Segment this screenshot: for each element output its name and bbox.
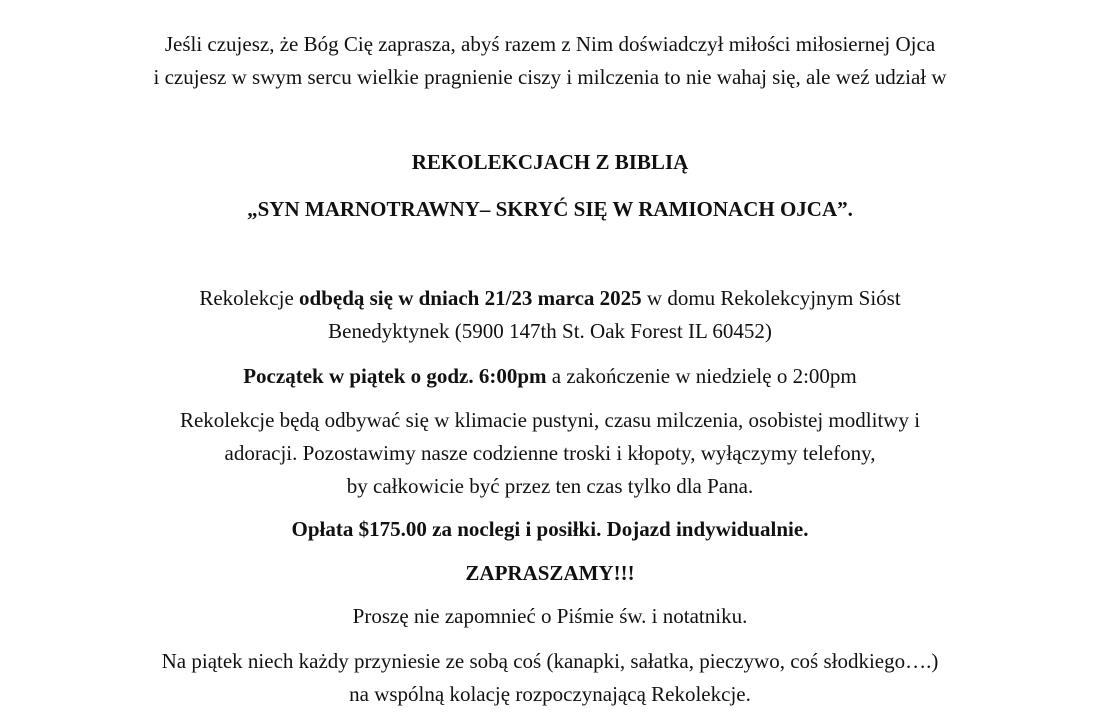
- fee-line: Opłata $175.00 za noclegi i posiłki. Dojazd indywidualnie.: [291, 517, 809, 541]
- dates-bold: odbędą się w dniach 21/23 marca 2025: [299, 286, 642, 310]
- title-line-2: „SYN MARNOTRAWNY– SKRYĆ SIĘ W RAMIONACH OJCA”.: [247, 197, 853, 221]
- invite-line: ZAPRASZAMY!!!: [465, 561, 635, 585]
- intro-line-1: Jeśli czujesz, że Bóg Cię zaprasza, abyś razem z Nim doświadczył miłości miłosiernej Ojca: [164, 32, 936, 56]
- schedule-line: [0, 363, 1100, 389]
- description-line-3: by całkowicie być przez ten czas tylko dla Pana.: [346, 474, 754, 498]
- intro-line-2: i czujesz w swym sercu wielkie pragnienie ciszy i milczenia to nie wahaj się, ale weź udział w: [153, 65, 947, 89]
- schedule-suffix: a zakończenie w niedzielę o 2:00pm: [546, 364, 857, 388]
- description-line-1: Rekolekcje będą odbywać się w klimacie pustyni, czasu milczenia, osobistej modlitwy i: [179, 408, 921, 432]
- title-line-1: REKOLEKCJACH Z BIBLIĄ: [411, 150, 689, 174]
- supper-line-2: na wspólną kolację rozpoczynającą Rekolekcje.: [349, 682, 751, 706]
- dates-line-1: [0, 285, 1100, 311]
- dates-line-2: Benedyktynek (5900 147th St. Oak Forest IL 60452): [328, 319, 772, 343]
- dates-prefix: Rekolekcje: [199, 286, 300, 310]
- dates-suffix: w domu Rekolekcyjnym Sióst: [641, 286, 901, 310]
- description-line-2: adoracji. Pozostawimy nasze codzienne troski i kłopoty, wyłączymy telefony,: [224, 441, 876, 465]
- reminder-line: Proszę nie zapomnieć o Piśmie św. i notatniku.: [352, 604, 748, 628]
- schedule-bold: Początek w piątek o godz. 6:00pm: [243, 364, 547, 388]
- supper-line-1: Na piątek niech każdy przyniesie ze sobą coś (kanapki, sałatka, pieczywo, coś słodkiego….): [161, 649, 939, 673]
